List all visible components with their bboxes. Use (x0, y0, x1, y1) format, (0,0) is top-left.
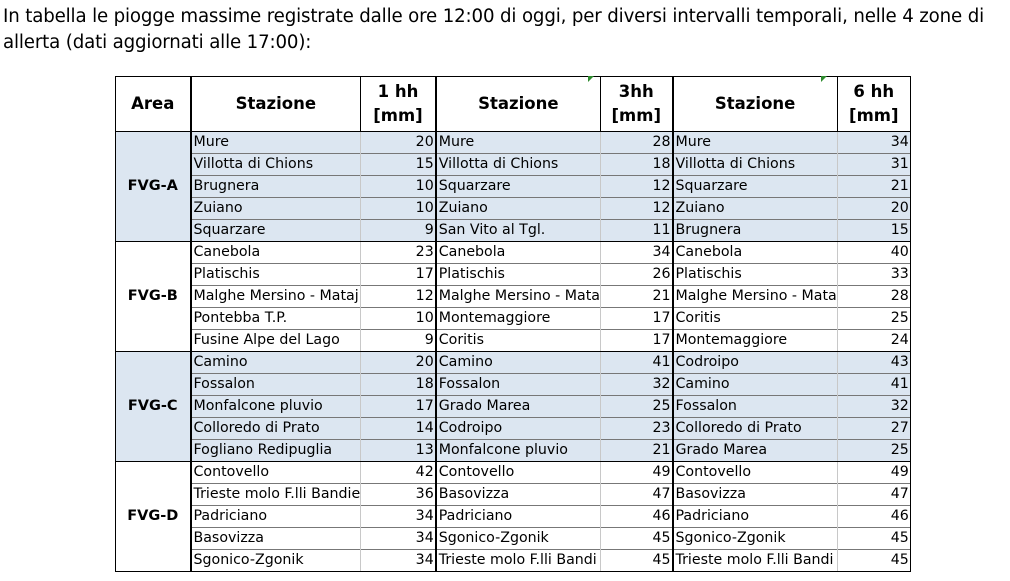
station-6h-cell: Camino (673, 374, 838, 396)
value-6h-cell: 33 (837, 264, 910, 286)
table-row (116, 440, 911, 462)
value-1h-cell: 17 (361, 264, 436, 286)
table-row (116, 198, 911, 220)
station-1h-cell: Fogliano Redipuglia (191, 440, 361, 462)
comment-marker-icon (588, 76, 594, 82)
value-3h-cell: 46 (601, 506, 673, 528)
station-1h-cell: Villotta di Chions (191, 154, 361, 176)
value-3h-cell: 47 (601, 484, 673, 506)
value-6h-cell: 45 (837, 528, 910, 550)
station-1h-cell: Brugnera (191, 176, 361, 198)
station-3h-cell: Montemaggiore (436, 308, 601, 330)
station-3h-cell: Monfalcone pluvio (436, 440, 601, 462)
value-3h-cell: 45 (601, 528, 673, 550)
value-6h-cell: 25 (837, 308, 910, 330)
station-3h-cell: San Vito al Tgl. (436, 220, 601, 242)
area-cell: FVG-D (116, 462, 191, 572)
header-value-1h: 1 hh [mm] (361, 77, 436, 132)
table-row (116, 506, 911, 528)
station-3h-cell: Malghe Mersino - Mata (436, 286, 601, 308)
station-3h-cell: Sgonico-Zgonik (436, 528, 601, 550)
table-row (116, 308, 911, 330)
zone-group (116, 132, 911, 242)
value-1h-cell: 9 (361, 220, 436, 242)
value-6h-cell: 41 (837, 374, 910, 396)
station-1h-cell: Mure (191, 132, 361, 154)
intro-paragraph: In tabella le piogge massime registrate dalle ore 12:00 di oggi, per diversi intervalli temporali, nelle 4 zone di allerta (dati aggiornati alle 17:00): (3, 6, 985, 53)
header-station-1h: Stazione (191, 77, 361, 132)
comment-marker-icon (821, 76, 827, 82)
station-3h-cell: Fossalon (436, 374, 601, 396)
table-row (116, 528, 911, 550)
value-6h-cell: 24 (837, 330, 910, 352)
value-6h-cell: 43 (837, 352, 910, 374)
table-row (116, 396, 911, 418)
station-3h-cell: Mure (436, 132, 601, 154)
table-row (116, 374, 911, 396)
table-row (116, 176, 911, 198)
station-1h-cell: Fusine Alpe del Lago (191, 330, 361, 352)
station-6h-cell: Brugnera (673, 220, 838, 242)
value-6h-cell: 32 (837, 396, 910, 418)
station-3h-cell: Canebola (436, 242, 601, 264)
table-row (116, 462, 911, 484)
station-6h-cell: Malghe Mersino - Mata (673, 286, 838, 308)
value-3h-cell: 21 (601, 440, 673, 462)
table-row (116, 286, 911, 308)
station-3h-cell: Platischis (436, 264, 601, 286)
value-6h-cell: 47 (837, 484, 910, 506)
table-row (116, 418, 911, 440)
value-1h-cell: 13 (361, 440, 436, 462)
value-6h-cell: 31 (837, 154, 910, 176)
station-6h-cell: Colloredo di Prato (673, 418, 838, 440)
value-3h-cell: 23 (601, 418, 673, 440)
station-1h-cell: Canebola (191, 242, 361, 264)
value-3h-cell: 26 (601, 264, 673, 286)
table-row (116, 550, 911, 572)
value-6h-cell: 25 (837, 440, 910, 462)
value-1h-cell: 15 (361, 154, 436, 176)
station-3h-cell: Coritis (436, 330, 601, 352)
value-6h-cell: 15 (837, 220, 910, 242)
value-6h-cell: 40 (837, 242, 910, 264)
value-6h-cell: 27 (837, 418, 910, 440)
station-3h-cell: Basovizza (436, 484, 601, 506)
value-6h-cell: 45 (837, 550, 910, 572)
table-row (116, 330, 911, 352)
station-3h-cell: Trieste molo F.lli Bandi (436, 550, 601, 572)
value-1h-cell: 34 (361, 550, 436, 572)
value-1h-cell: 10 (361, 198, 436, 220)
area-cell: FVG-C (116, 352, 191, 462)
value-1h-cell: 12 (361, 286, 436, 308)
station-6h-cell: Zuiano (673, 198, 838, 220)
station-6h-cell: Mure (673, 132, 838, 154)
station-6h-cell: Montemaggiore (673, 330, 838, 352)
station-1h-cell: Padriciano (191, 506, 361, 528)
station-6h-cell: Sgonico-Zgonik (673, 528, 838, 550)
station-6h-cell: Codroipo (673, 352, 838, 374)
area-cell: FVG-A (116, 132, 191, 242)
table-row (116, 352, 911, 374)
value-6h-cell: 20 (837, 198, 910, 220)
value-3h-cell: 17 (601, 330, 673, 352)
station-1h-cell: Squarzare (191, 220, 361, 242)
value-1h-cell: 34 (361, 506, 436, 528)
value-3h-cell: 49 (601, 462, 673, 484)
station-3h-cell: Villotta di Chions (436, 154, 601, 176)
zone-group (116, 242, 911, 352)
station-1h-cell: Colloredo di Prato (191, 418, 361, 440)
header-row (116, 77, 911, 132)
station-3h-cell: Codroipo (436, 418, 601, 440)
station-3h-cell: Padriciano (436, 506, 601, 528)
value-1h-cell: 14 (361, 418, 436, 440)
station-1h-cell: Monfalcone pluvio (191, 396, 361, 418)
station-1h-cell: Malghe Mersino - Mataj (191, 286, 361, 308)
header-station-3h: Stazione (436, 77, 601, 132)
station-6h-cell: Coritis (673, 308, 838, 330)
station-6h-cell: Villotta di Chions (673, 154, 838, 176)
station-1h-cell: Camino (191, 352, 361, 374)
value-3h-cell: 11 (601, 220, 673, 242)
value-3h-cell: 32 (601, 374, 673, 396)
station-1h-cell: Zuiano (191, 198, 361, 220)
rainfall-table-wrapper (115, 76, 911, 572)
value-3h-cell: 12 (601, 198, 673, 220)
header-area: Area (116, 77, 191, 132)
station-1h-cell: Sgonico-Zgonik (191, 550, 361, 572)
value-3h-cell: 21 (601, 286, 673, 308)
value-3h-cell: 41 (601, 352, 673, 374)
station-1h-cell: Pontebba T.P. (191, 308, 361, 330)
station-1h-cell: Basovizza (191, 528, 361, 550)
table-row (116, 484, 911, 506)
station-1h-cell: Contovello (191, 462, 361, 484)
station-6h-cell: Canebola (673, 242, 838, 264)
station-3h-cell: Contovello (436, 462, 601, 484)
value-3h-cell: 28 (601, 132, 673, 154)
station-3h-cell: Zuiano (436, 198, 601, 220)
table-row (116, 242, 911, 264)
station-6h-cell: Squarzare (673, 176, 838, 198)
value-1h-cell: 36 (361, 484, 436, 506)
value-1h-cell: 20 (361, 132, 436, 154)
value-6h-cell: 46 (837, 506, 910, 528)
table-row (116, 264, 911, 286)
value-6h-cell: 21 (837, 176, 910, 198)
value-6h-cell: 49 (837, 462, 910, 484)
station-6h-cell: Grado Marea (673, 440, 838, 462)
rainfall-table (115, 76, 911, 572)
table-row (116, 154, 911, 176)
value-1h-cell: 20 (361, 352, 436, 374)
station-1h-cell: Trieste molo F.lli Bandie (191, 484, 361, 506)
area-cell: FVG-B (116, 242, 191, 352)
value-1h-cell: 42 (361, 462, 436, 484)
value-1h-cell: 18 (361, 374, 436, 396)
value-3h-cell: 34 (601, 242, 673, 264)
value-1h-cell: 9 (361, 330, 436, 352)
station-1h-cell: Fossalon (191, 374, 361, 396)
header-value-6h: 6 hh [mm] (837, 77, 910, 132)
value-6h-cell: 28 (837, 286, 910, 308)
station-6h-cell: Fossalon (673, 396, 838, 418)
value-1h-cell: 34 (361, 528, 436, 550)
value-3h-cell: 18 (601, 154, 673, 176)
station-3h-cell: Grado Marea (436, 396, 601, 418)
zone-group (116, 352, 911, 462)
value-3h-cell: 45 (601, 550, 673, 572)
value-3h-cell: 25 (601, 396, 673, 418)
station-6h-cell: Contovello (673, 462, 838, 484)
station-6h-cell: Trieste molo F.lli Bandi (673, 550, 838, 572)
value-3h-cell: 12 (601, 176, 673, 198)
zone-group (116, 462, 911, 572)
value-1h-cell: 10 (361, 176, 436, 198)
value-1h-cell: 23 (361, 242, 436, 264)
station-3h-cell: Squarzare (436, 176, 601, 198)
value-1h-cell: 10 (361, 308, 436, 330)
table-row (116, 220, 911, 242)
value-1h-cell: 17 (361, 396, 436, 418)
station-6h-cell: Padriciano (673, 506, 838, 528)
header-station-6h: Stazione (673, 77, 838, 132)
station-6h-cell: Platischis (673, 264, 838, 286)
station-1h-cell: Platischis (191, 264, 361, 286)
table-row (116, 132, 911, 154)
station-6h-cell: Basovizza (673, 484, 838, 506)
value-6h-cell: 34 (837, 132, 910, 154)
value-3h-cell: 17 (601, 308, 673, 330)
header-value-3h: 3hh [mm] (601, 77, 673, 132)
station-3h-cell: Camino (436, 352, 601, 374)
